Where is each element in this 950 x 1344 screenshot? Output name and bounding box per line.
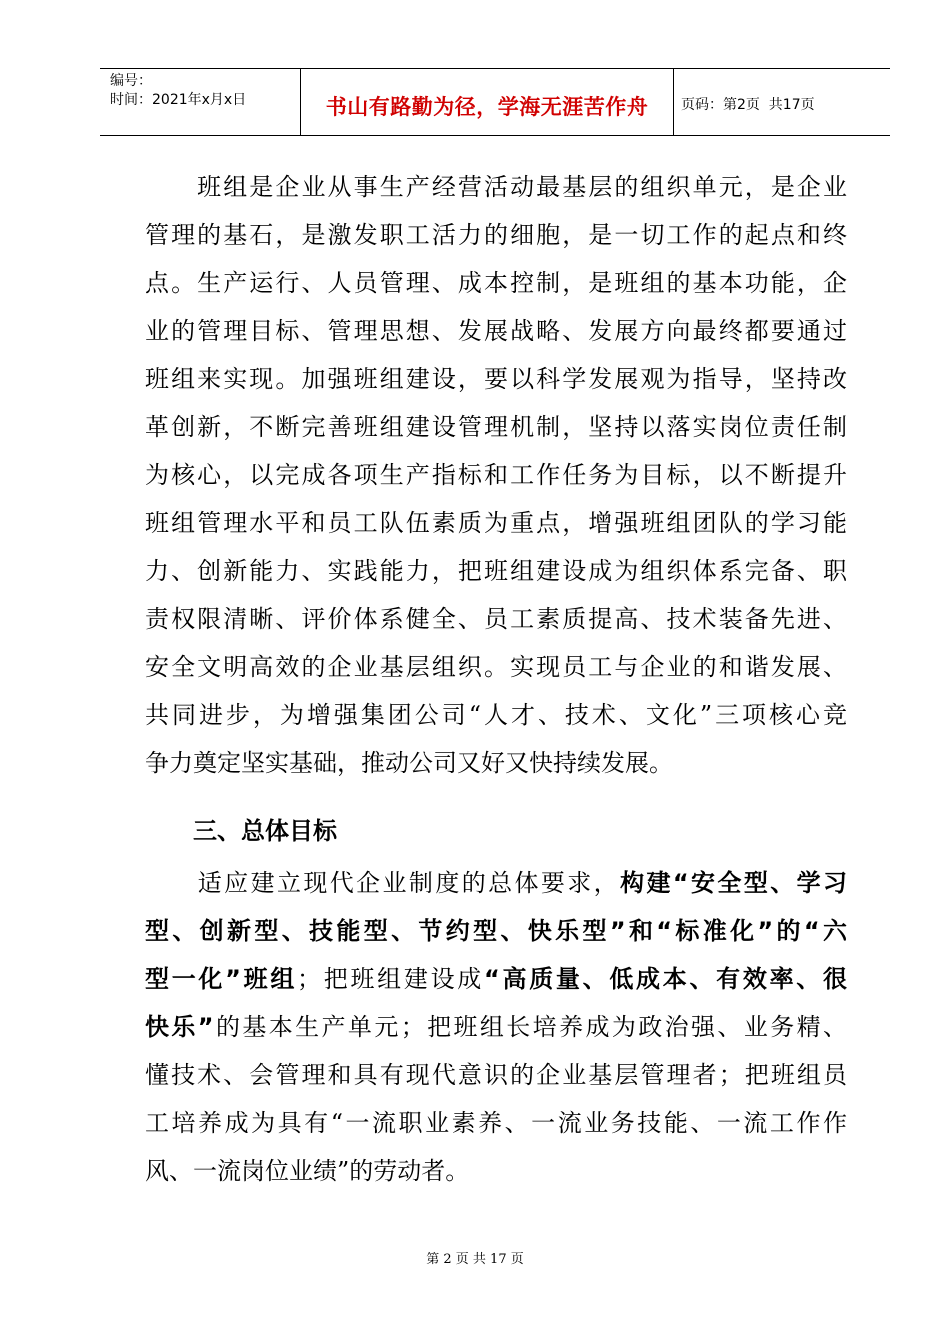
paragraph-line: 点。生产运行、人员管理、成本控制，是班组的基本功能，企 xyxy=(145,269,847,297)
paragraph-line xyxy=(145,1003,847,1051)
paragraph-line: 班组来实现。加强班组建设，要以科学发展观为指导，坚持改 xyxy=(145,365,847,393)
paragraph-line: 力、创新能力、实践能力，把班组建设成为组织体系完备、职 xyxy=(145,557,847,585)
date-label: 时间：2021年x月x日 xyxy=(110,92,247,108)
paragraph-line xyxy=(145,859,847,907)
bold-text-run: “高质量、低成本、有效率、很 xyxy=(484,965,847,993)
text-run: 的基本生产单元；把班组长培养成为政治强、业务精、 xyxy=(213,1013,847,1041)
code-label: 编号： xyxy=(110,73,152,89)
paragraph-line: 共同进步，为增强集团公司“人才、技术、文化”三项核心竞 xyxy=(145,701,847,729)
text-run: 适应建立现代企业制度的总体要求， xyxy=(145,869,621,897)
page-footer: 第 2 页 共 17 页 xyxy=(426,1252,524,1267)
paragraph-line: 班组是企业从事生产经营活动最基层的组织单元，是企业 xyxy=(145,173,847,201)
header-right-cell xyxy=(673,69,890,135)
paragraph-line: 风、一流岗位业绩”的劳动者。 xyxy=(145,1157,470,1185)
bold-text-run: 型一化”班组 xyxy=(145,965,298,993)
bold-text-run: 构建“安全型、学习 xyxy=(620,869,847,897)
paragraph-line xyxy=(145,955,847,1003)
header-motto-cell xyxy=(300,69,674,135)
paragraph-line: 为核心，以完成各项生产指标和工作任务为目标，以不断提升 xyxy=(145,461,847,489)
paragraph-line: 型、创新型、技能型、节约型、快乐型”和“标准化”的“六 xyxy=(145,917,847,945)
paragraph-line: 班组管理水平和员工队伍素质为重点，增强班组团队的学习能 xyxy=(145,509,847,537)
paragraph-line: 懂技术、会管理和具有现代意识的企业基层管理者；把班组员 xyxy=(145,1061,847,1089)
paragraph-line: 业的管理目标、管理思想、发展战略、发展方向最终都要通过 xyxy=(145,317,847,345)
paragraph-line: 革创新，不断完善班组建设管理机制，坚持以落实岗位责任制 xyxy=(145,413,847,441)
paragraph-line: 责权限清晰、评价体系健全、员工素质提高、技术装备先进、 xyxy=(145,605,847,633)
page-header xyxy=(100,68,890,136)
paragraph-line: 安全文明高效的企业基层组织。实现员工与企业的和谐发展、 xyxy=(145,653,847,681)
header-left-cell xyxy=(100,69,300,135)
section-heading: 三、总体目标 xyxy=(193,817,337,845)
text-run: ；把班组建设成 xyxy=(297,965,484,993)
paragraph-2 xyxy=(145,859,847,1195)
bold-text-run: 快乐” xyxy=(145,1013,214,1041)
paragraph-1 xyxy=(145,163,847,787)
motto: 书山有路勤为径，学海无涯苦作舟 xyxy=(325,95,649,119)
paragraph-line: 工培养成为具有“一流职业素养、一流业务技能、一流工作作 xyxy=(145,1109,847,1137)
paragraph-line: 争力奠定坚实基础，推动公司又好又快持续发展。 xyxy=(145,749,673,777)
paragraph-line: 管理的基石，是激发职工活力的细胞，是一切工作的起点和终 xyxy=(145,221,847,249)
page-label: 页码：第2页 共17页 xyxy=(681,97,815,113)
